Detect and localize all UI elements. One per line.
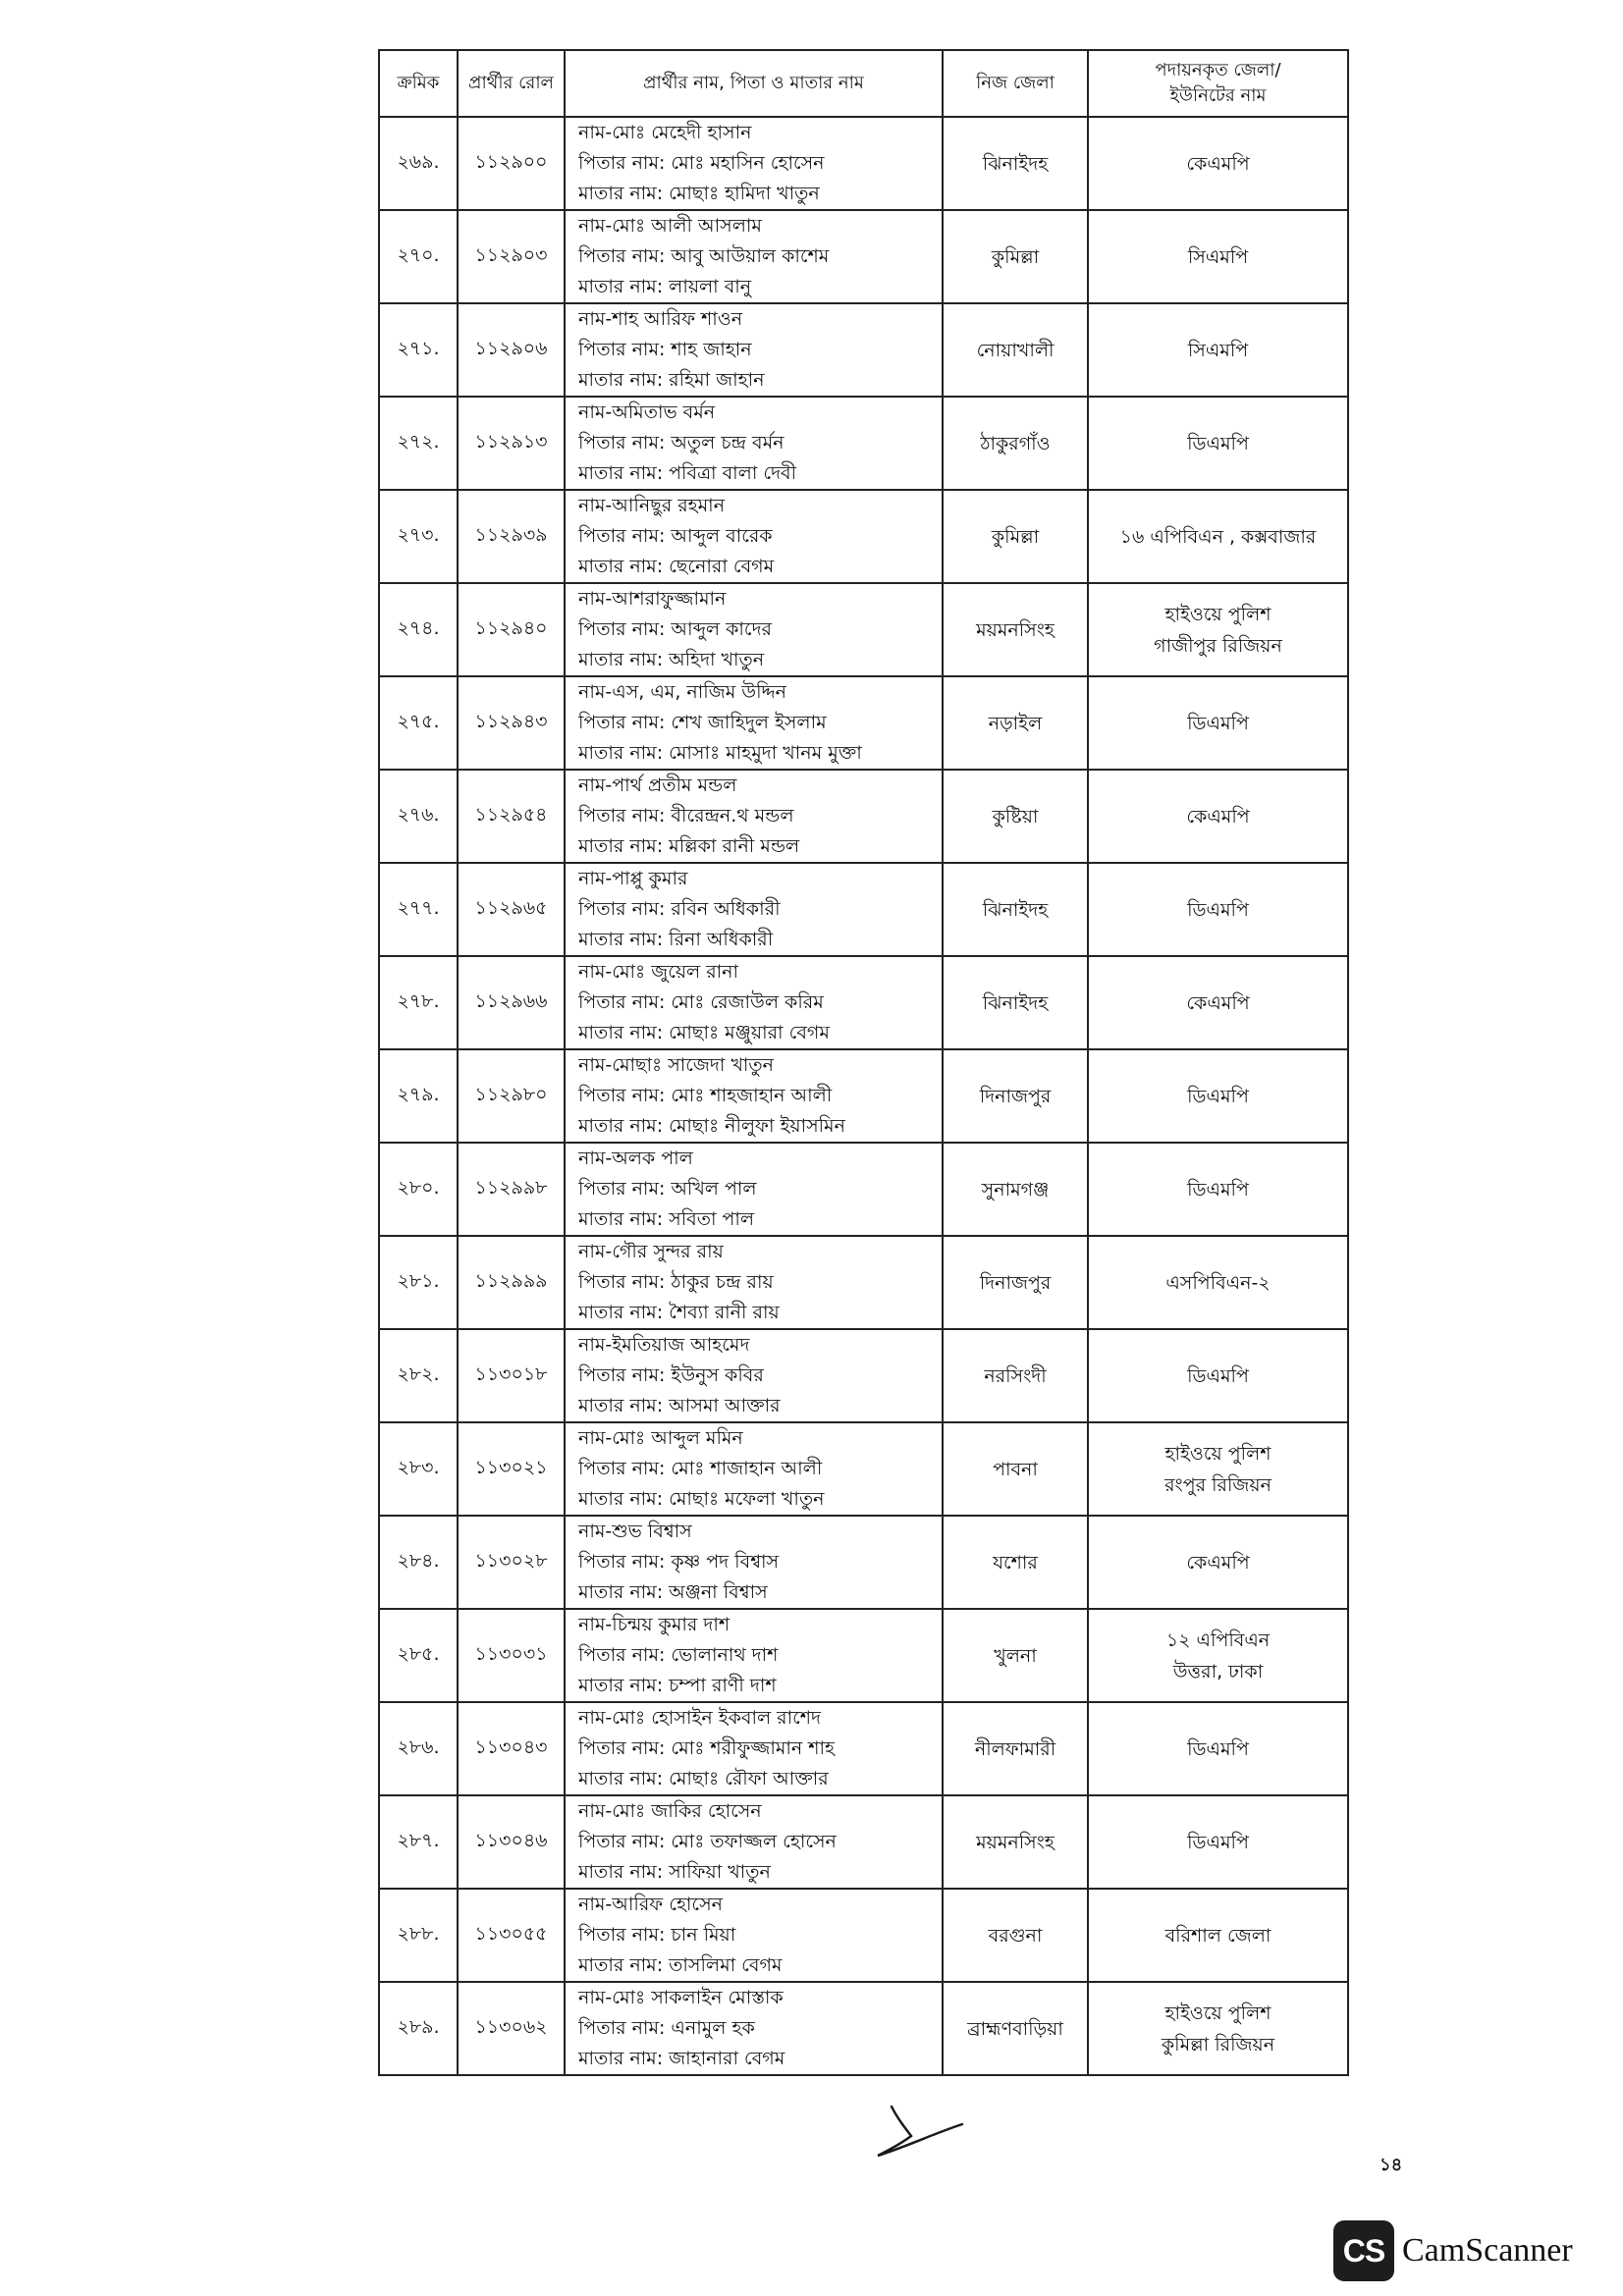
table-row: [379, 117, 1348, 210]
roll-cell: ১১৩০৪৬: [458, 1795, 565, 1889]
names-cell: [565, 1982, 943, 2075]
home-district-cell: নরসিংদী: [943, 1329, 1088, 1422]
father-name: পিতার নাম: আব্দুল কাদের: [578, 618, 773, 640]
father-name: পিতার নাম: রবিন অধিকারী: [578, 898, 781, 920]
mother-name: মাতার নাম: মোছাঃ রৌফা আক্তার: [578, 1768, 829, 1789]
posting-line1: ডিএমপি: [1187, 1178, 1249, 1201]
names-cell: [565, 770, 943, 863]
roll-cell: ১১২৯০৩: [458, 210, 565, 303]
father-name: পিতার নাম: কৃষ্ণ পদ বিশ্বাস: [578, 1551, 780, 1573]
header-names: প্রার্থীর নাম, পিতা ও মাতার নাম: [565, 50, 943, 117]
mother-name: মাতার নাম: রিনা অধিকারী: [578, 929, 774, 950]
posting-line1: কেএমপি: [1186, 991, 1250, 1014]
home-district-cell: দিনাজপুর: [943, 1236, 1088, 1329]
roll-cell: ১১২৯১৩: [458, 397, 565, 490]
mother-name: মাতার নাম: মোছাঃ হামিদা খাতুন: [578, 183, 820, 204]
names-cell: [565, 676, 943, 770]
roll-cell: ১১২৯৬৫: [458, 863, 565, 956]
father-name: পিতার নাম: বীরেন্দ্রন.থ মন্ডল: [578, 805, 794, 827]
home-district-cell: ঠাকুরগাঁও: [943, 397, 1088, 490]
names-cell: [565, 1516, 943, 1609]
posting-cell: [1088, 770, 1348, 863]
serial-cell: ২৮৬.: [379, 1702, 458, 1795]
table-row: [379, 956, 1348, 1049]
posting-line1: ডিএমপি: [1187, 1085, 1249, 1107]
home-district-cell: বরগুনা: [943, 1889, 1088, 1982]
names-cell: [565, 1889, 943, 1982]
posting-line1: ১২ এপিবিএন: [1165, 1629, 1271, 1651]
posting-cell: [1088, 583, 1348, 676]
posting-cell: [1088, 1049, 1348, 1143]
mother-name: মাতার নাম: অহিদা খাতুন: [578, 649, 765, 670]
names-cell: [565, 210, 943, 303]
posting-cell: [1088, 490, 1348, 583]
header-district: নিজ জেলা: [943, 50, 1088, 117]
roll-cell: ১১২৯৯৯: [458, 1236, 565, 1329]
roll-cell: ১১২৯৪৩: [458, 676, 565, 770]
table-row: [379, 1889, 1348, 1982]
candidate-name: নাম-আশরাফুজ্জামান: [578, 588, 727, 610]
candidate-name: নাম-মোঃ আব্দুল মমিন: [578, 1427, 743, 1449]
father-name: পিতার নাম: ইউনুস কবির: [578, 1364, 764, 1386]
roll-cell: ১১৩০৩১: [458, 1609, 565, 1702]
header-serial: ক্রমিক: [379, 50, 458, 117]
father-name: পিতার নাম: অখিল পাল: [578, 1178, 757, 1200]
posting-cell: [1088, 1516, 1348, 1609]
mother-name: মাতার নাম: আসমা আক্তার: [578, 1395, 781, 1416]
home-district-cell: ঝিনাইদহ: [943, 956, 1088, 1049]
camscanner-watermark: CamScanner: [1402, 2232, 1573, 2269]
posting-line1: ডিএমপি: [1187, 1364, 1249, 1387]
posting-line1: হাইওয়ে পুলিশ: [1164, 1442, 1271, 1465]
home-district-cell: ঝিনাইদহ: [943, 117, 1088, 210]
names-cell: [565, 1422, 943, 1516]
table-row: [379, 490, 1348, 583]
posting-cell: [1088, 397, 1348, 490]
posting-cell: [1088, 303, 1348, 397]
table-row: [379, 1329, 1348, 1422]
candidate-name: নাম-মোঃ হোসাইন ইকবাল রাশেদ: [578, 1707, 821, 1729]
posting-line1: ১৬ এপিবিএন , কক্সবাজার: [1119, 525, 1317, 548]
father-name: পিতার নাম: আব্দুল বারেক: [578, 525, 773, 547]
father-name: পিতার নাম: মোঃ শরীফুজ্জামান শাহ: [578, 1737, 836, 1759]
posting-line1: বরিশাল জেলা: [1164, 1924, 1271, 1947]
posting-line2: গাজীপুর রিজিয়ন: [1154, 634, 1282, 657]
candidate-name: নাম-পাপ্পু কুমার: [578, 868, 688, 889]
table-row: [379, 1143, 1348, 1236]
posting-cell: [1088, 1889, 1348, 1982]
mother-name: মাতার নাম: অঞ্জনা বিশ্বাস: [578, 1581, 768, 1603]
posting-line1: হাইওয়ে পুলিশ: [1164, 2002, 1271, 2024]
names-cell: [565, 303, 943, 397]
father-name: পিতার নাম: মোঃ শাজাহান আলী: [578, 1458, 823, 1479]
serial-cell: ২৭১.: [379, 303, 458, 397]
candidate-name: নাম-অলক পাল: [578, 1148, 693, 1169]
page-number: ১৪: [1380, 2155, 1403, 2175]
posting-cell: [1088, 1236, 1348, 1329]
home-district-cell: ময়মনসিংহ: [943, 1795, 1088, 1889]
roll-cell: ১১৩০৪৩: [458, 1702, 565, 1795]
roll-cell: ১১২৯৩৯: [458, 490, 565, 583]
roll-cell: ১১৩০৫৫: [458, 1889, 565, 1982]
candidate-name: নাম-চিন্ময় কুমার দাশ: [578, 1614, 730, 1635]
mother-name: মাতার নাম: ছেনোরা বেগম: [578, 556, 775, 577]
table-row: [379, 210, 1348, 303]
posting-line1: ডিএমপি: [1187, 1831, 1249, 1853]
candidate-name: নাম-ইমতিয়াজ আহমেদ: [578, 1334, 750, 1356]
serial-cell: ২৮৩.: [379, 1422, 458, 1516]
home-district-cell: ঝিনাইদহ: [943, 863, 1088, 956]
posting-line1: কেএমপি: [1186, 152, 1250, 175]
posting-cell: [1088, 1609, 1348, 1702]
table-row: [379, 1609, 1348, 1702]
mother-name: মাতার নাম: মোছাঃ মঞ্জুয়ারা বেগম: [578, 1022, 830, 1043]
table-row: [379, 1049, 1348, 1143]
candidate-name: নাম-মোঃ জুয়েল রানা: [578, 961, 739, 983]
mother-name: মাতার নাম: সবিতা পাল: [578, 1208, 755, 1230]
candidate-name: নাম-আরিফ হোসেন: [578, 1894, 723, 1915]
names-cell: [565, 1236, 943, 1329]
serial-cell: ২৭৪.: [379, 583, 458, 676]
home-district-cell: সুনামগঞ্জ: [943, 1143, 1088, 1236]
serial-cell: ২৭৭.: [379, 863, 458, 956]
roll-cell: ১১২৯০০: [458, 117, 565, 210]
home-district-cell: যশোর: [943, 1516, 1088, 1609]
father-name: পিতার নাম: ঠাকুর চন্দ্র রায়: [578, 1271, 774, 1293]
home-district-cell: খুলনা: [943, 1609, 1088, 1702]
serial-cell: ২৭৯.: [379, 1049, 458, 1143]
serial-cell: ২৮৫.: [379, 1609, 458, 1702]
posting-cell: [1088, 1143, 1348, 1236]
father-name: পিতার নাম: আবু আউয়াল কাশেম: [578, 245, 830, 267]
roll-cell: ১১২৯৪০: [458, 583, 565, 676]
posting-line1: ডিএমপি: [1187, 712, 1249, 734]
result-table: [378, 49, 1349, 2076]
father-name: পিতার নাম: শাহ জাহান: [578, 339, 752, 360]
names-cell: [565, 490, 943, 583]
mother-name: মাতার নাম: লায়লা বানু: [578, 276, 752, 297]
father-name: পিতার নাম: অতুল চন্দ্র বর্মন: [578, 432, 784, 454]
mother-name: মাতার নাম: জাহানারা বেগম: [578, 2048, 785, 2069]
candidate-name: নাম-মোছাঃ সাজেদা খাতুন: [578, 1054, 775, 1076]
mother-name: মাতার নাম: চম্পা রাণী দাশ: [578, 1675, 777, 1696]
father-name: পিতার নাম: শেখ জাহিদুল ইসলাম: [578, 712, 827, 733]
home-district-cell: নীলফামারী: [943, 1702, 1088, 1795]
father-name: পিতার নাম: ভোলানাথ দাশ: [578, 1644, 779, 1666]
posting-cell: [1088, 1702, 1348, 1795]
table-row: [379, 1795, 1348, 1889]
roll-cell: ১১২৯৫৪: [458, 770, 565, 863]
roll-cell: ১১৩০২৮: [458, 1516, 565, 1609]
header-roll: প্রার্থীর রোল: [458, 50, 565, 117]
mother-name: মাতার নাম: মোছাঃ নীলুফা ইয়াসমিন: [578, 1115, 845, 1137]
roll-cell: ১১৩০১৮: [458, 1329, 565, 1422]
father-name: পিতার নাম: মোঃ শাহজাহান আলী: [578, 1085, 833, 1106]
posting-line2: রংপুর রিজিয়ন: [1164, 1473, 1271, 1496]
serial-cell: ২৮৪.: [379, 1516, 458, 1609]
table-row: [379, 397, 1348, 490]
candidate-name: নাম-মোঃ সাকলাইন মোস্তাক: [578, 1987, 784, 2008]
names-cell: [565, 863, 943, 956]
mother-name: মাতার নাম: মল্লিকা রানী মন্ডল: [578, 835, 800, 857]
home-district-cell: নোয়াখালী: [943, 303, 1088, 397]
posting-line1: হাইওয়ে পুলিশ: [1164, 603, 1271, 625]
posting-line1: কেএমপি: [1186, 805, 1250, 828]
posting-line1: কেএমপি: [1186, 1551, 1250, 1574]
names-cell: [565, 1609, 943, 1702]
table-row: [379, 303, 1348, 397]
posting-cell: [1088, 1329, 1348, 1422]
table-row: [379, 1982, 1348, 2075]
candidate-name: নাম-মোঃ আলী আসলাম: [578, 215, 762, 237]
posting-line2: উত্তরা, ঢাকা: [1172, 1660, 1264, 1682]
serial-cell: ২৮৭.: [379, 1795, 458, 1889]
posting-line1: এসপিবিএন-২: [1165, 1271, 1271, 1294]
names-cell: [565, 1329, 943, 1422]
home-district-cell: ব্রাহ্মণবাড়িয়া: [943, 1982, 1088, 2075]
serial-cell: ২৮২.: [379, 1329, 458, 1422]
home-district-cell: কুষ্টিয়া: [943, 770, 1088, 863]
names-cell: [565, 397, 943, 490]
roll-cell: ১১২৯৮০: [458, 1049, 565, 1143]
father-name: পিতার নাম: চান মিয়া: [578, 1924, 736, 1946]
table-row: [379, 583, 1348, 676]
mother-name: মাতার নাম: তাসলিমা বেগম: [578, 1954, 783, 1976]
signature-mark: [864, 2101, 972, 2160]
posting-line1: ডিএমপি: [1187, 898, 1249, 921]
candidate-name: নাম-শুভ বিশ্বাস: [578, 1521, 692, 1542]
posting-cell: [1088, 117, 1348, 210]
candidate-name: নাম-অমিতাভ বর্মন: [578, 401, 716, 423]
serial-cell: ২৭০.: [379, 210, 458, 303]
serial-cell: ২৬৯.: [379, 117, 458, 210]
serial-cell: ২৮৮.: [379, 1889, 458, 1982]
candidate-name: নাম-শাহ আরিফ শাওন: [578, 308, 743, 330]
posting-cell: [1088, 1982, 1348, 2075]
candidate-name: নাম-মোঃ জাকির হোসেন: [578, 1800, 762, 1822]
candidate-name: নাম-আনিছুর রহমান: [578, 495, 726, 516]
candidate-name: নাম-এস, এম, নাজিম উদ্দিন: [578, 681, 786, 703]
mother-name: মাতার নাম: সাফিয়া খাতুন: [578, 1861, 771, 1883]
candidate-name: নাম-পার্থ প্রতীম মন্ডল: [578, 774, 737, 796]
posting-line1: সিএমপি: [1187, 245, 1249, 268]
names-cell: [565, 583, 943, 676]
serial-cell: ২৭৩.: [379, 490, 458, 583]
home-district-cell: কুমিল্লা: [943, 490, 1088, 583]
father-name: পিতার নাম: মোঃ মহাসিন হোসেন: [578, 152, 825, 174]
posting-cell: [1088, 956, 1348, 1049]
roll-cell: ১১২৯০৬: [458, 303, 565, 397]
table-row: [379, 1422, 1348, 1516]
candidate-name: নাম-মোঃ মেহেদী হাসান: [578, 122, 752, 143]
home-district-cell: পাবনা: [943, 1422, 1088, 1516]
serial-cell: ২৭৫.: [379, 676, 458, 770]
serial-cell: ২৮১.: [379, 1236, 458, 1329]
table-row: [379, 1516, 1348, 1609]
names-cell: [565, 1143, 943, 1236]
home-district-cell: দিনাজপুর: [943, 1049, 1088, 1143]
posting-cell: [1088, 863, 1348, 956]
mother-name: মাতার নাম: মোছাঃ মফেলা খাতুন: [578, 1488, 825, 1510]
mother-name: মাতার নাম: রহিমা জাহান: [578, 369, 765, 391]
posting-cell: [1088, 210, 1348, 303]
home-district-cell: ময়মনসিংহ: [943, 583, 1088, 676]
posting-line2: কুমিল্লা রিজিয়ন: [1161, 2033, 1275, 2056]
table-header-row: [379, 50, 1348, 117]
table-row: [379, 676, 1348, 770]
posting-line1: সিএমপি: [1187, 339, 1249, 361]
names-cell: [565, 1702, 943, 1795]
mother-name: মাতার নাম: পবিত্রা বালা দেবী: [578, 462, 797, 484]
header-posting-line2: ইউনিটের নাম: [1169, 85, 1267, 106]
posting-cell: [1088, 676, 1348, 770]
header-posting-line1: পদায়নকৃত জেলা/: [1155, 60, 1281, 80]
serial-cell: ২৮৯.: [379, 1982, 458, 2075]
roll-cell: ১১২৯৯৮: [458, 1143, 565, 1236]
serial-cell: ২৭২.: [379, 397, 458, 490]
home-district-cell: নড়াইল: [943, 676, 1088, 770]
candidate-name: নাম-গৌর সুন্দর রায়: [578, 1241, 724, 1262]
table-row: [379, 863, 1348, 956]
names-cell: [565, 117, 943, 210]
posting-line1: ডিএমপি: [1187, 432, 1249, 454]
posting-cell: [1088, 1795, 1348, 1889]
names-cell: [565, 956, 943, 1049]
table-row: [379, 770, 1348, 863]
header-posting: [1088, 50, 1348, 117]
father-name: পিতার নাম: এনামুল হক: [578, 2017, 755, 2039]
roll-cell: ১১৩০২১: [458, 1422, 565, 1516]
posting-line1: ডিএমপি: [1187, 1737, 1249, 1760]
home-district-cell: কুমিল্লা: [943, 210, 1088, 303]
serial-cell: ২৭৬.: [379, 770, 458, 863]
table-row: [379, 1702, 1348, 1795]
names-cell: [565, 1049, 943, 1143]
roll-cell: ১১৩০৬২: [458, 1982, 565, 2075]
mother-name: মাতার নাম: শৈব্যা রানী রায়: [578, 1302, 780, 1323]
table-row: [379, 1236, 1348, 1329]
father-name: পিতার নাম: মোঃ তফাজ্জল হোসেন: [578, 1831, 837, 1852]
serial-cell: ২৮০.: [379, 1143, 458, 1236]
camscanner-logo-icon: CS: [1333, 2220, 1394, 2281]
roll-cell: ১১২৯৬৬: [458, 956, 565, 1049]
posting-cell: [1088, 1422, 1348, 1516]
mother-name: মাতার নাম: মোসাঃ মাহমুদা খানম মুক্তা: [578, 742, 862, 764]
father-name: পিতার নাম: মোঃ রেজাউল করিম: [578, 991, 824, 1013]
names-cell: [565, 1795, 943, 1889]
serial-cell: ২৭৮.: [379, 956, 458, 1049]
